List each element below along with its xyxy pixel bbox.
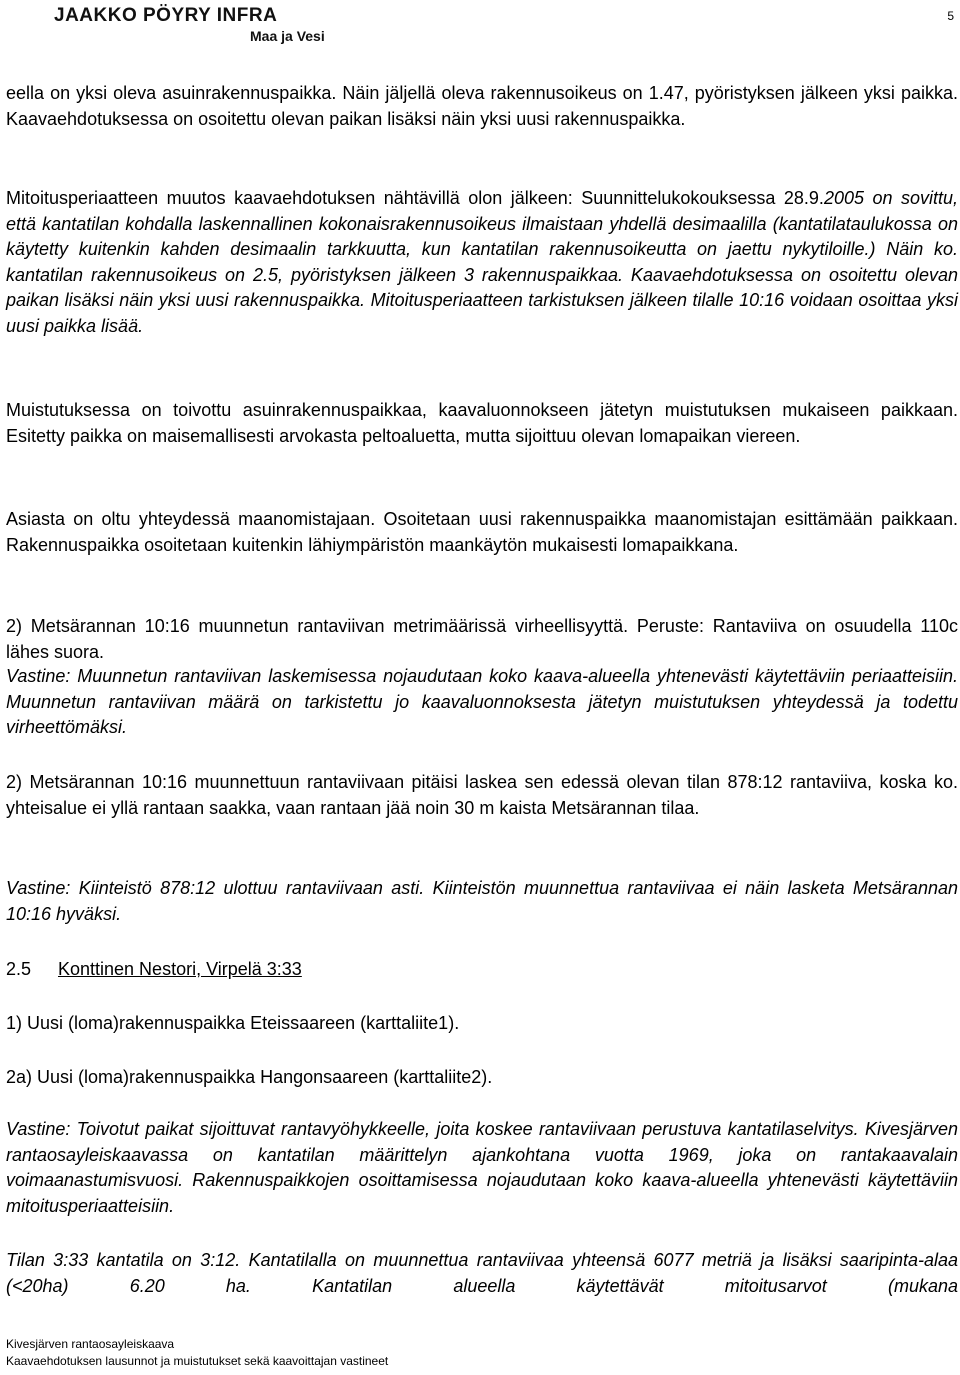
section-number: 2.5 — [6, 959, 32, 979]
paragraph-12 — [6, 1248, 958, 1299]
paragraph-text — [6, 186, 958, 339]
section-heading — [6, 957, 958, 983]
paragraph-7 — [6, 770, 958, 821]
section-title: Konttinen Nestori, Virpelä 3:33 — [58, 959, 302, 979]
paragraph-4 — [6, 507, 958, 558]
paragraph-text: Vastine: Muunnetun rantaviivan laskemisessa nojaudutaan koko kaava-alueella yhtenevästi käytettäviin periaatteisiin. Muunnetun rantaviivan määrä on tarkistettu jo kaavaluonnoksesta jätetyn muistutuksen yhteydessä ja todettu virheettömäksi. — [6, 666, 958, 737]
paragraph-text: 1) Uusi (loma)rakennuspaikka Eteissaareen (karttaliite1). — [6, 1013, 460, 1033]
paragraph-text: Muistutuksessa on toivottu asuinrakennuspaikkaa, kaavaluonnokseen jätetyn muistutuksen mukaiseen paikkaan. Esitetty paikka on maisemallisesti arvokasta peltoaluetta, mutta sijoittuu olevan lomapaikan viereen. — [6, 400, 958, 446]
paragraph-1 — [6, 81, 958, 132]
paragraph-2 — [6, 186, 958, 339]
company-logo — [54, 5, 325, 44]
paragraph-11 — [6, 1117, 958, 1219]
paragraph-9 — [6, 1011, 958, 1037]
paragraph-italic: 2005 on sovittu, että kantatilan kohdalla laskennallinen kokonaisrakennusoikeus ilmaistaan yhdellä desimaalilla (kantatilataulukossa on käytetty kuitenkin kahden desimaalin tarkkuutta, kun kantatilan rakennusoikeutta on jaettu nykytiloille.) Näin ko. kantatilan rakennusoikeus on 2.5, pyöristyksen jälkeen 3 rakennuspaikkaa. Kaavaehdotuksessa on osoitettu olevan paikan lisäksi näin yksi uusi rakennuspaikka. Mitoitusperiaatteen tarkistuksen jälkeen tilalle 10:16 voidaan osoittaa yksi uusi paikka lisää. — [6, 188, 959, 336]
logo-sub-text: Maa ja Vesi — [250, 28, 325, 44]
paragraph-text: 2) Metsärannan 10:16 muunnetun rantaviivan metrimäärissä virheellisyyttä. Peruste: Rantaviiva on osuudella 110c lähes suora. — [6, 616, 958, 662]
paragraph-plain: Mitoitusperiaatteen muutos kaavaehdotuksen nähtävillä olon jälkeen: Suunnittelukokouksessa 28.9. — [6, 188, 824, 208]
paragraph-6 — [6, 664, 958, 741]
footer-line-2: Kaavaehdotuksen lausunnot ja muistutukset sekä kaavoittajan vastineet — [6, 1354, 389, 1368]
logo-main-text: JAAKKO PÖYRY INFRA — [54, 5, 278, 26]
paragraph-text: Vastine: Toivotut paikat sijoittuvat rantavyöhykkeelle, joita koskee rantaviivaan perustuva kantatilaselvitys. Kivesjärven rantaosayleiskaavassa on kantatilan määrittelyn ajankohtana vuotta 1969, joka on rantakaavalain voimaanastumisvuosi. Rakennuspaikkojen osoittamisessa nojaudutaan koko kaava-alueella yhtenevästi käytettäviin mitoitusperiaatteisiin. — [6, 1119, 958, 1216]
paragraph-text: Vastine: Kiinteistö 878:12 ulottuu rantaviivaan asti. Kiinteistön muunnettua rantaviivaa ei näin lasketa Metsärannan 10:16 hyväksi. — [6, 878, 958, 924]
paragraph-text: Tilan 3:33 kantatila on 3:12. Kantatilalla on muunnettua rantaviivaa yhteensä 6077 metriä ja lisäksi saaripinta-alaa (<20ha) 6.20 ha. Kantatilan alueella käytettävät mitoitusarvot (mukana — [6, 1250, 958, 1296]
page-footer — [6, 1336, 388, 1370]
paragraph-8 — [6, 876, 958, 927]
paragraph-text: 2a) Uusi (loma)rakennuspaikka Hangonsaareen (karttaliite2). — [6, 1067, 493, 1087]
paragraph-text: 2) Metsärannan 10:16 muunnettuun rantaviivaan pitäisi laskea sen edessä olevan tilan 878:12 rantaviiva, koska ko. yhteisalue ei yllä rantaan saakka, vaan rantaan jää noin 30 m kaista Metsärannan tilaa. — [6, 772, 958, 818]
paragraph-text: eella on yksi oleva asuinrakennuspaikka. Näin jäljellä oleva rakennusoikeus on 1.47, pyöristyksen jälkeen yksi paikka. Kaavaehdotuksessa on osoitettu olevan paikan lisäksi näin yksi uusi rakennuspaikka. — [6, 83, 958, 129]
paragraph-text: Asiasta on oltu yhteydessä maanomistajaan. Osoitetaan uusi rakennuspaikka maanomistajan esittämään paikkaan. Rakennuspaikka osoitetaan kuitenkin lähiympäristön maankäytön mukaisesti lomapaikkana. — [6, 509, 958, 555]
paragraph-5 — [6, 614, 958, 665]
paragraph-10 — [6, 1065, 958, 1091]
footer-line-1: Kivesjärven rantaosayleiskaava — [6, 1337, 175, 1351]
paragraph-3 — [6, 398, 958, 449]
page-number: 5 — [947, 9, 954, 23]
